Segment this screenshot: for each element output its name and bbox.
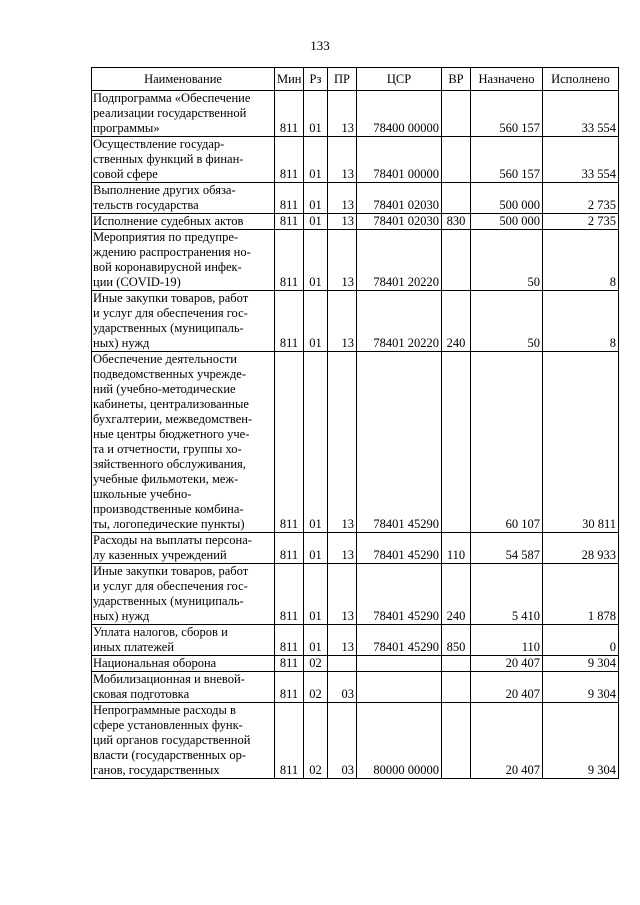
cell-vr	[442, 672, 471, 703]
cell-pr: 13	[328, 214, 357, 230]
cell-min: 811	[275, 214, 304, 230]
cell-csr: 78401 00000	[357, 137, 442, 183]
cell-name: Уплата налогов, сборов и иных платежей	[92, 625, 275, 656]
cell-assigned: 110	[471, 625, 543, 656]
cell-csr: 80000 00000	[357, 703, 442, 779]
table-row	[92, 91, 619, 137]
cell-min: 811	[275, 533, 304, 564]
cell-pr: 13	[328, 91, 357, 137]
table-row	[92, 291, 619, 352]
cell-rz: 01	[304, 625, 328, 656]
cell-vr: 850	[442, 625, 471, 656]
cell-executed: 1 878	[543, 564, 619, 625]
cell-csr: 78401 45290	[357, 564, 442, 625]
cell-rz: 01	[304, 230, 328, 291]
cell-name: Национальная оборона	[92, 656, 275, 672]
header-min: Мин	[275, 68, 304, 91]
table-row	[92, 625, 619, 656]
cell-rz: 01	[304, 533, 328, 564]
cell-pr: 13	[328, 137, 357, 183]
cell-csr	[357, 672, 442, 703]
cell-name: Исполнение судебных актов	[92, 214, 275, 230]
cell-assigned: 5 410	[471, 564, 543, 625]
cell-name: Иные закупки товаров, работ и услуг для обеспечения гос- ударственных (муниципаль- ных) нужд	[92, 564, 275, 625]
cell-executed: 9 304	[543, 656, 619, 672]
cell-pr: 03	[328, 672, 357, 703]
cell-min: 811	[275, 183, 304, 214]
table-row	[92, 352, 619, 533]
cell-name: Выполнение других обяза- тельств государства	[92, 183, 275, 214]
cell-executed: 30 811	[543, 352, 619, 533]
cell-pr: 13	[328, 291, 357, 352]
cell-assigned: 50	[471, 230, 543, 291]
cell-assigned: 20 407	[471, 703, 543, 779]
page-number: 133	[310, 38, 330, 53]
cell-csr	[357, 656, 442, 672]
cell-csr: 78401 02030	[357, 183, 442, 214]
cell-rz: 01	[304, 352, 328, 533]
cell-pr: 13	[328, 352, 357, 533]
cell-assigned: 560 157	[471, 137, 543, 183]
cell-assigned: 500 000	[471, 214, 543, 230]
cell-executed: 33 554	[543, 137, 619, 183]
cell-name: Непрограммные расходы в сфере установленных функ- ций органов государственной власти (государственных ор- ганов, государственных	[92, 703, 275, 779]
cell-vr: 110	[442, 533, 471, 564]
cell-vr	[442, 703, 471, 779]
cell-vr	[442, 230, 471, 291]
cell-csr: 78401 02030	[357, 214, 442, 230]
cell-rz: 01	[304, 291, 328, 352]
table-row	[92, 230, 619, 291]
cell-rz: 02	[304, 656, 328, 672]
budget-table	[91, 67, 619, 779]
cell-min: 811	[275, 625, 304, 656]
cell-vr	[442, 137, 471, 183]
cell-csr: 78401 20220	[357, 291, 442, 352]
cell-rz: 02	[304, 703, 328, 779]
header-name: Наименование	[92, 68, 275, 91]
cell-assigned: 560 157	[471, 91, 543, 137]
cell-executed: 8	[543, 230, 619, 291]
cell-executed: 9 304	[543, 703, 619, 779]
cell-pr: 13	[328, 533, 357, 564]
table-row	[92, 183, 619, 214]
cell-executed: 2 735	[543, 183, 619, 214]
cell-name: Обеспечение деятельности подведомственных учрежде- ний (учебно-методические кабинеты, централизованные бухгалтерии, межведомствен- ные центры бюджетного уче- та и отчетности, группы хо- зяйственного обслуживания, учебные фильмотеки, меж- школьные учебно- производственные комбина- ты, логопедические пункты)	[92, 352, 275, 533]
cell-csr: 78401 45290	[357, 625, 442, 656]
cell-vr: 240	[442, 291, 471, 352]
cell-csr: 78401 20220	[357, 230, 442, 291]
header-assigned: Назначено	[471, 68, 543, 91]
cell-vr	[442, 183, 471, 214]
cell-assigned: 50	[471, 291, 543, 352]
cell-csr: 78401 45290	[357, 533, 442, 564]
cell-pr: 13	[328, 183, 357, 214]
cell-executed: 28 933	[543, 533, 619, 564]
cell-pr: 13	[328, 564, 357, 625]
cell-assigned: 500 000	[471, 183, 543, 214]
cell-vr	[442, 352, 471, 533]
cell-min: 811	[275, 91, 304, 137]
cell-min: 811	[275, 564, 304, 625]
table-row	[92, 137, 619, 183]
cell-executed: 33 554	[543, 91, 619, 137]
table-row	[92, 214, 619, 230]
cell-name: Мобилизационная и вневой- сковая подготовка	[92, 672, 275, 703]
cell-rz: 01	[304, 137, 328, 183]
cell-name: Осуществление государ- ственных функций в финан- совой сфере	[92, 137, 275, 183]
cell-name: Мероприятия по предупре- ждению распространения но- вой коронавирусной инфек- ции (COVID-19)	[92, 230, 275, 291]
cell-executed: 8	[543, 291, 619, 352]
cell-min: 811	[275, 137, 304, 183]
table-row	[92, 564, 619, 625]
cell-pr: 13	[328, 625, 357, 656]
cell-rz: 01	[304, 183, 328, 214]
cell-csr: 78400 00000	[357, 91, 442, 137]
cell-pr: 13	[328, 230, 357, 291]
cell-name: Иные закупки товаров, работ и услуг для обеспечения гос- ударственных (муниципаль- ных) нужд	[92, 291, 275, 352]
table-row	[92, 703, 619, 779]
cell-assigned: 60 107	[471, 352, 543, 533]
cell-name: Подпрограмма «Обеспечение реализации государственной программы»	[92, 91, 275, 137]
cell-rz: 01	[304, 214, 328, 230]
table-row	[92, 656, 619, 672]
cell-assigned: 54 587	[471, 533, 543, 564]
cell-vr: 240	[442, 564, 471, 625]
table-row	[92, 672, 619, 703]
cell-min: 811	[275, 656, 304, 672]
header-vr: ВР	[442, 68, 471, 91]
cell-executed: 0	[543, 625, 619, 656]
cell-assigned: 20 407	[471, 672, 543, 703]
cell-executed: 9 304	[543, 672, 619, 703]
cell-assigned: 20 407	[471, 656, 543, 672]
header-pr: ПР	[328, 68, 357, 91]
cell-vr: 830	[442, 214, 471, 230]
header-rz: Рз	[304, 68, 328, 91]
cell-pr	[328, 656, 357, 672]
table-row	[92, 533, 619, 564]
cell-min: 811	[275, 703, 304, 779]
cell-rz: 01	[304, 91, 328, 137]
cell-vr	[442, 91, 471, 137]
cell-vr	[442, 656, 471, 672]
cell-min: 811	[275, 352, 304, 533]
cell-pr: 03	[328, 703, 357, 779]
cell-min: 811	[275, 230, 304, 291]
cell-rz: 01	[304, 564, 328, 625]
cell-executed: 2 735	[543, 214, 619, 230]
header-executed: Исполнено	[543, 68, 619, 91]
table-body	[92, 91, 619, 779]
table-header-row	[92, 68, 619, 91]
cell-min: 811	[275, 291, 304, 352]
cell-rz: 02	[304, 672, 328, 703]
header-csr: ЦСР	[357, 68, 442, 91]
cell-min: 811	[275, 672, 304, 703]
cell-name: Расходы на выплаты персона- лу казенных учреждений	[92, 533, 275, 564]
cell-csr: 78401 45290	[357, 352, 442, 533]
